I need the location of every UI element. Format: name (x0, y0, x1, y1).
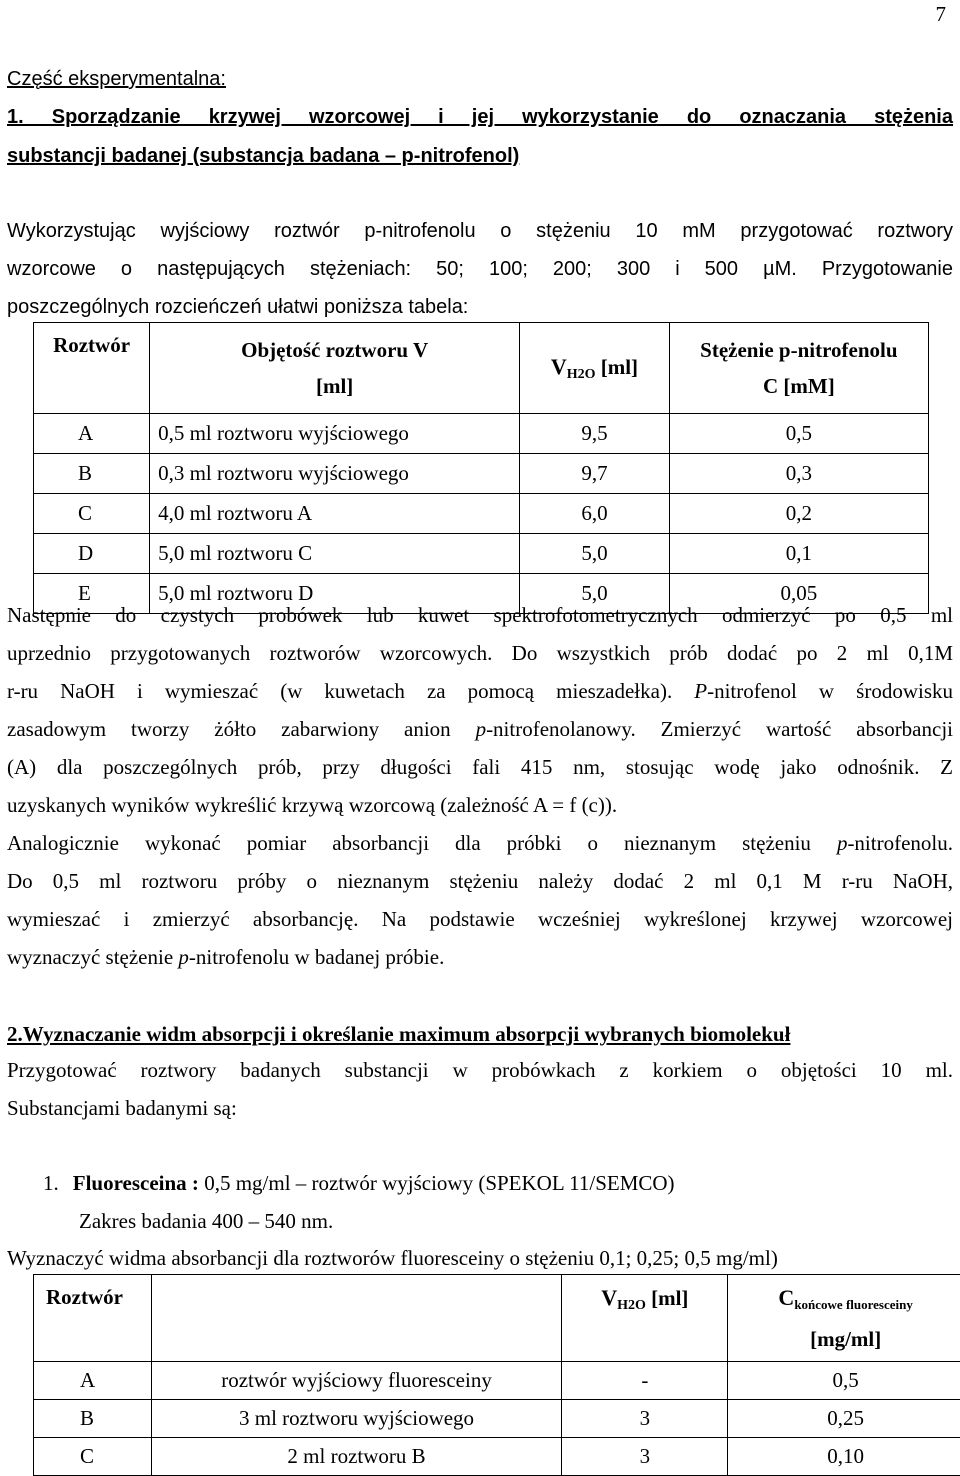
para2-line10-text: wyznaczyć stężenie (7, 945, 178, 969)
para2-line6: uzyskanych wyników wykreślić krzywą wzorcową (zależność A = f (c)). (7, 792, 617, 818)
table-row (34, 1362, 960, 1400)
para2-line10-italic: p (178, 945, 189, 969)
header-water-volume (520, 323, 670, 414)
para2-line3-italic: P (694, 679, 707, 703)
header-water-sub: H2O (617, 1298, 646, 1313)
row-volume: 5,0 ml roztworu D (150, 574, 520, 614)
row-volume: 4,0 ml roztworu A (150, 494, 520, 534)
row-water: 3 (562, 1400, 728, 1438)
section1-intro-line3: poszczególnych rozcieńczeń ułatwi poniższa tabela: (7, 294, 468, 320)
row-water: 5,0 (520, 534, 670, 574)
list-item-bold: Fluoresceina : (73, 1171, 199, 1195)
header-water-unit: [ml] (646, 1286, 689, 1310)
section2-title: 2.Wyznaczanie widm absorpcji i określanie maximum absorpcji wybranych biomolekuł (7, 1021, 790, 1047)
header-volume-line2: [ml] (150, 368, 519, 404)
list-item-number: 1. (43, 1171, 59, 1195)
row-description: 3 ml roztworu wyjściowego (151, 1400, 562, 1438)
row-volume: 0,5 ml roztworu wyjściowego (150, 414, 520, 454)
table-row (34, 534, 929, 574)
para2-line4-rest: -nitrofenolanowy. Zmierzyć wartość absorbancji (486, 717, 953, 741)
row-water: 9,5 (520, 414, 670, 454)
row-solution: A (34, 1362, 152, 1400)
header-conc-main: C (778, 1285, 794, 1310)
row-solution: E (34, 574, 150, 614)
row-concentration: 0,3 (669, 454, 928, 494)
header-solution: Roztwór (34, 323, 150, 414)
page-number: 7 (936, 2, 947, 27)
list-item-rest: 0,5 mg/ml – roztwór wyjściowy (SPEKOL 11/SEMCO) (199, 1171, 675, 1195)
header-volume-line1: Objętość roztworu V (150, 332, 519, 368)
header-description (151, 1275, 562, 1362)
para2-line4 (7, 716, 953, 742)
fluorescein-table (33, 1274, 960, 1476)
row-solution: B (34, 454, 150, 494)
header-final-concentration-line1 (728, 1281, 960, 1322)
header-concentration-line2: C [mM] (670, 368, 928, 404)
section-heading: Część eksperymentalna: (7, 66, 226, 92)
header-conc-sub: końcowe fluoresceiny (794, 1297, 913, 1312)
row-water: 6,0 (520, 494, 670, 534)
list-item (43, 1170, 675, 1196)
para2-line10-rest: -nitrofenolu w badanej próbie. (189, 945, 444, 969)
section2-line1: Przygotować roztwory badanych substancji w probówkach z korkiem o objętości 10 ml. (7, 1057, 953, 1083)
header-volume (150, 323, 520, 414)
row-description: 2 ml roztworu B (151, 1438, 562, 1476)
table-header-row (34, 323, 929, 414)
row-water: 9,7 (520, 454, 670, 494)
section1-title-line1: 1. Sporządzanie krzywej wzorcowej i jej wykorzystanie do oznaczania stężenia (7, 104, 953, 130)
table-row (34, 454, 929, 494)
para2-line1: Następnie do czystych probówek lub kuwet spektrofotometrycznych odmierzyć po 0,5 ml (7, 602, 953, 628)
para2-line8: Do 0,5 ml roztworu próby o nieznanym stężeniu należy dodać 2 ml 0,1 M r-ru NaOH, (7, 868, 953, 894)
section2-line2: Substancjami badanymi są: (7, 1095, 237, 1121)
header-water-unit: [ml] (595, 355, 638, 379)
section1-intro-line1: Wykorzystując wyjściowy roztwór p-nitrofenolu o stężeniu 10 mM przygotować roztwory (7, 218, 953, 244)
list-item-range: Zakres badania 400 – 540 nm. (79, 1208, 333, 1234)
row-volume: 5,0 ml roztworu C (150, 534, 520, 574)
row-water: - (562, 1362, 728, 1400)
row-concentration: 0,1 (669, 534, 928, 574)
para2-line4-italic: p (476, 717, 487, 741)
header-solution: Roztwór (34, 1275, 152, 1362)
header-water-sub: H2O (567, 367, 596, 382)
row-solution: D (34, 534, 150, 574)
table-row (34, 1400, 960, 1438)
row-water: 5,0 (520, 574, 670, 614)
header-water-volume (562, 1275, 728, 1362)
para2-line4-text: zasadowym tworzy żółto zabarwiony anion (7, 717, 476, 741)
header-water-main: V (551, 354, 567, 379)
table-row (34, 414, 929, 454)
row-concentration: 0,05 (669, 574, 928, 614)
row-concentration: 0,5 (669, 414, 928, 454)
para2-line2: uprzednio przygotowanych roztworów wzorcowych. Do wszystkich prób dodać po 2 ml 0,1M (7, 640, 953, 666)
row-solution: C (34, 494, 150, 534)
header-water-main: V (601, 1285, 617, 1310)
para2-line7-rest: -nitrofenolu. (847, 831, 953, 855)
row-concentration: 0,2 (669, 494, 928, 534)
para2-line3 (7, 678, 953, 704)
row-concentration: 0,10 (728, 1438, 960, 1476)
row-solution: A (34, 414, 150, 454)
row-volume: 0,3 ml roztworu wyjściowego (150, 454, 520, 494)
para2-line7-text: Analogicznie wykonać pomiar absorbancji dla próbki o nieznanym stężeniu (7, 831, 837, 855)
dilution-table (33, 322, 929, 614)
header-final-concentration-line2: [mg/ml] (728, 1322, 960, 1356)
para2-line7 (7, 830, 953, 856)
row-concentration: 0,25 (728, 1400, 960, 1438)
para2-line7-italic: p (837, 831, 848, 855)
row-solution: B (34, 1400, 152, 1438)
para2-line9: wymieszać i zmierzyć absorbancję. Na podstawie wcześniej wykreślonej krzywej wzorcowej (7, 906, 953, 932)
table-header-row (34, 1275, 960, 1362)
row-concentration: 0,5 (728, 1362, 960, 1400)
para2-line10 (7, 944, 444, 970)
para2-line3-text: r-ru NaOH i wymieszać (w kuwetach za pomocą mieszadełka). (7, 679, 694, 703)
para2-line5: (A) dla poszczególnych prób, przy długości fali 415 nm, stosując wodę jako odnośnik. Z (7, 754, 953, 780)
section1-title-line2: substancji badanej (substancja badana – p-nitrofenol) (7, 143, 519, 169)
header-final-concentration (728, 1275, 960, 1362)
header-concentration (669, 323, 928, 414)
section1-intro-line2: wzorcowe o następujących stężeniach: 50; 100; 200; 300 i 500 µM. Przygotowanie (7, 256, 953, 282)
para2-line3-rest: -nitrofenol w środowisku (707, 679, 953, 703)
section2-instruction: Wyznaczyć widma absorbancji dla roztworów fluoresceiny o stężeniu 0,1; 0,25; 0,5 mg/ml) (7, 1245, 778, 1271)
row-solution: C (34, 1438, 152, 1476)
row-water: 3 (562, 1438, 728, 1476)
table-row (34, 1438, 960, 1476)
table-row (34, 494, 929, 534)
row-description: roztwór wyjściowy fluoresceiny (151, 1362, 562, 1400)
header-concentration-line1: Stężenie p-nitrofenolu (670, 332, 928, 368)
